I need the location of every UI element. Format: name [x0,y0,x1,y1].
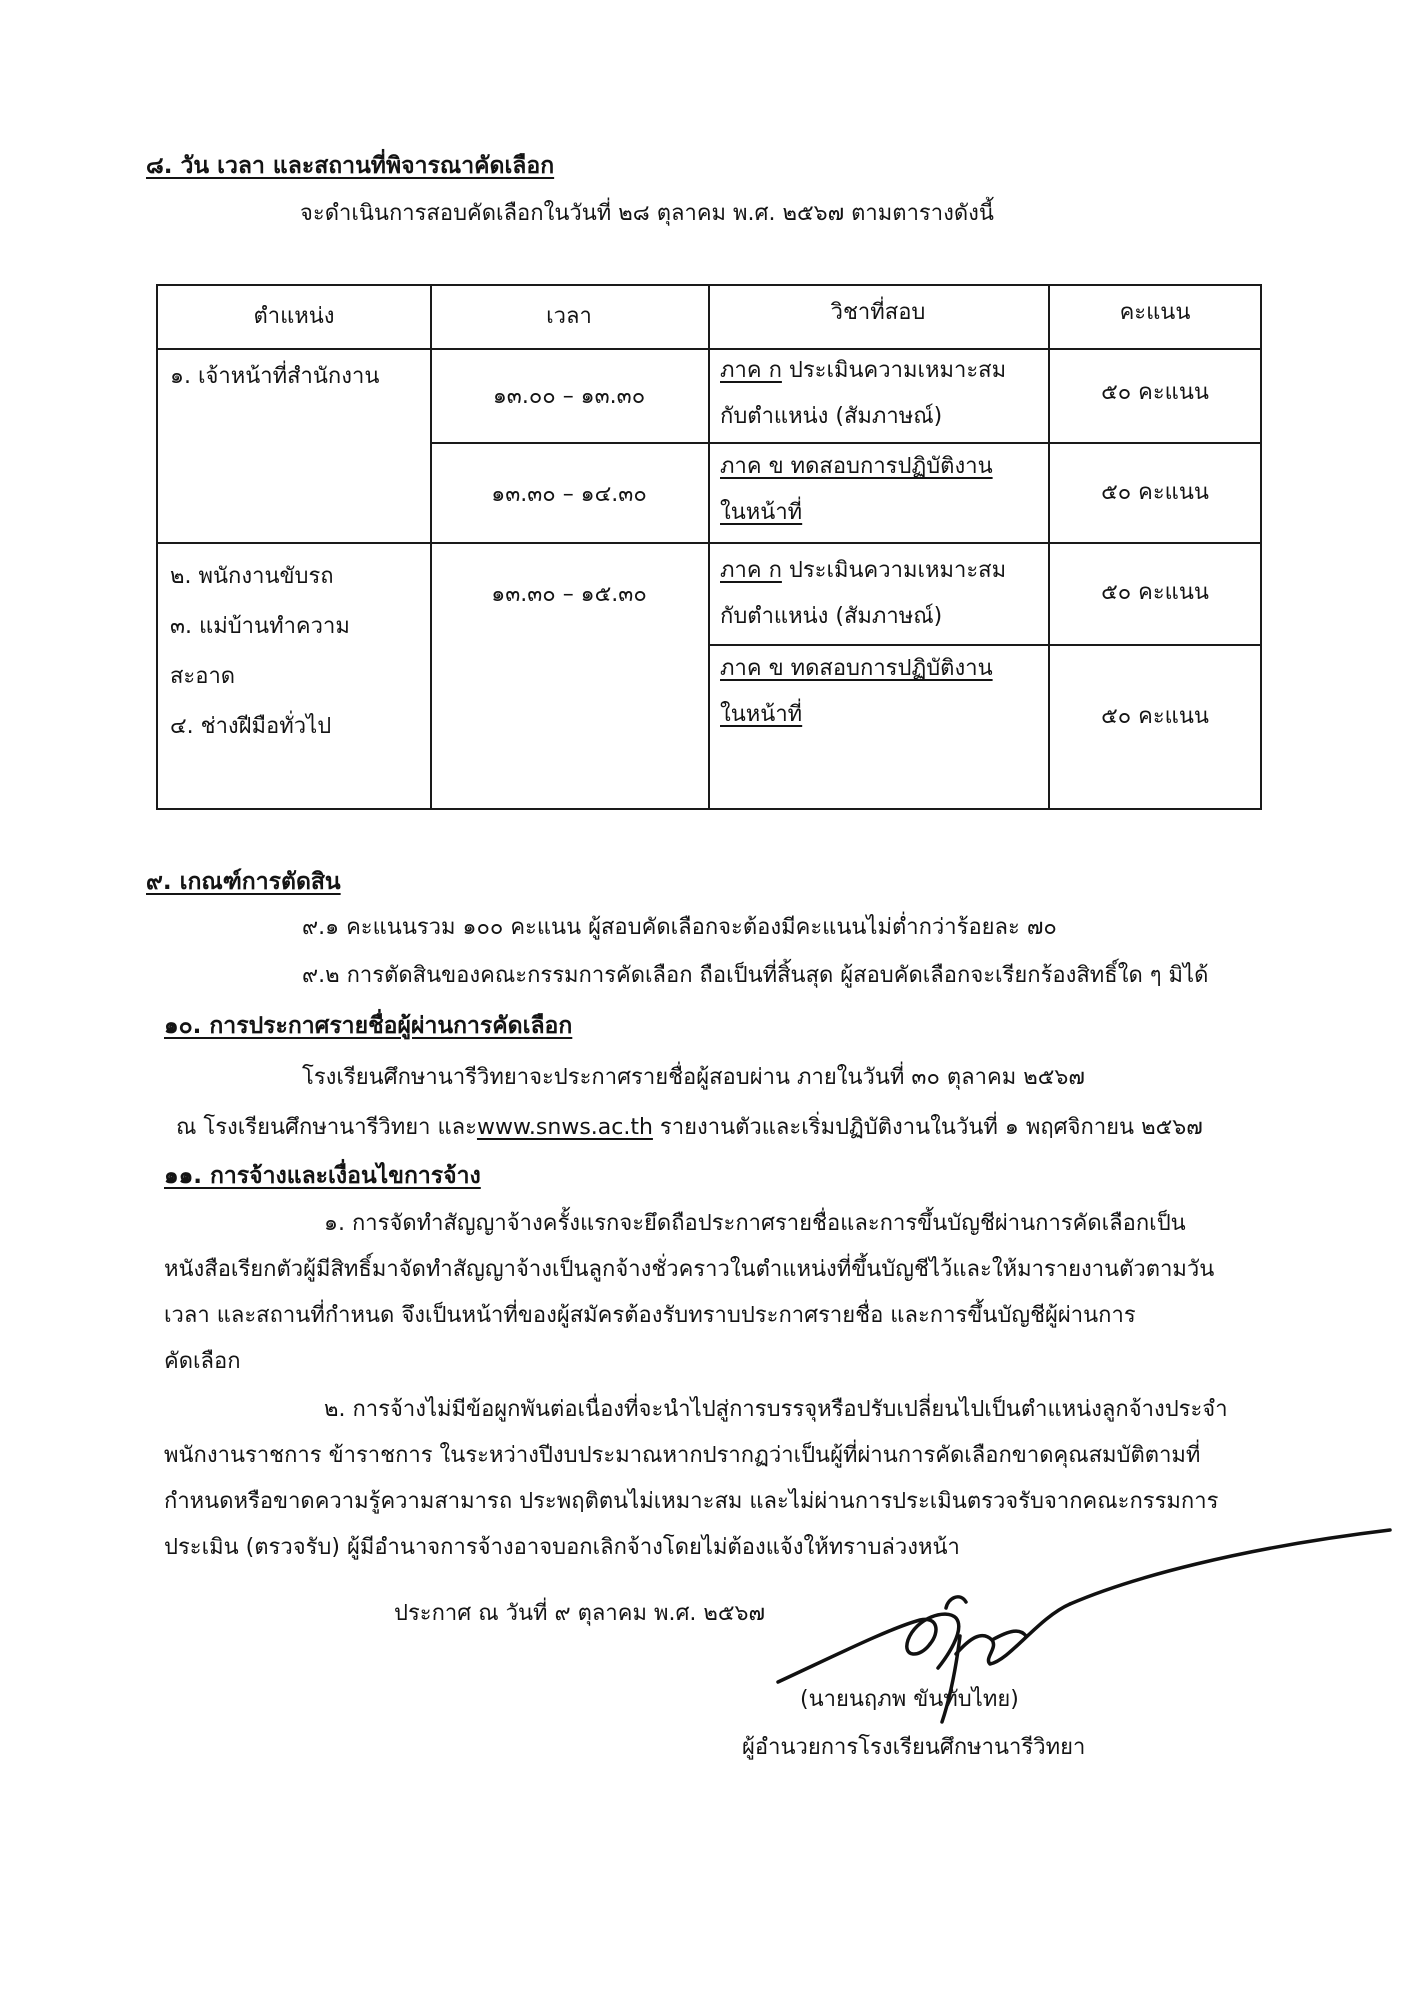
schedule-table [156,284,1262,810]
score: ๕๐ คะแนน [1101,380,1209,405]
position-office-staff: ๑. เจ้าหน้าที่สำนักงาน [170,364,380,389]
section11-heading: ๑๑. การจ้างและเงื่อนไขการจ้าง [164,1163,481,1189]
section8-heading: ๘. วัน เวลา และสถานที่พิจารณาคัดเลือก [146,153,555,179]
exam-part-b-line2: ในหน้าที่ [720,500,803,525]
criteria-item: ๙.๒ การตัดสินของคณะกรรมการคัดเลือก ถือเป็นที่สิ้นสุด ผู้สอบคัดเลือกจะเรียกร้องสิทธิ์ใด ๆ มิได้ [302,963,1209,988]
position-housekeeper-cont: สะอาด [170,664,236,689]
time-slot: ๑๓.๓๐ – ๑๔.๓๐ [491,482,647,507]
announce-text: รายงานตัวและเริ่มปฏิบัติงานในวันที่ ๑ พฤศจิกายน ๒๕๖๗ [652,1115,1203,1140]
section9-heading: ๙. เกณฑ์การตัดสิน [146,869,341,895]
announce-text: ณ โรงเรียนศึกษานารีวิทยา และ [176,1115,477,1140]
table-divider [430,286,432,808]
exam-part-a-line2: กับตำแหน่ง (สัมภาษณ์) [720,604,943,629]
table-divider [158,348,1260,350]
announce-line [176,1114,1203,1142]
score: ๕๐ คะแนน [1101,480,1209,505]
exam-part-b-line2: ในหน้าที่ [720,702,803,727]
exam-part-a-line2: กับตำแหน่ง (สัมภาษณ์) [720,404,943,429]
score: ๕๐ คะแนน [1101,704,1209,729]
exam-part-b: ภาค ข ทดสอบการปฏิบัติงาน [720,656,993,681]
signer-name: (นายนฤภพ ขันทับไทย) [800,1687,1019,1712]
signer-title: ผู้อำนวยการโรงเรียนศึกษานารีวิทยา [742,1735,1086,1760]
website-link[interactable]: www.snws.ac.th [476,1115,653,1140]
paragraph-line: เวลา และสถานที่กำหนด จึงเป็นหน้าที่ของผู้สมัครต้องรับทราบประกาศรายชื่อ และการขึ้นบัญชีผู้ผ่านการ [164,1303,1136,1328]
table-divider [430,442,1260,444]
exam-part-label: ภาค ก [720,358,782,383]
header-time: เวลา [546,304,592,329]
criteria-item: ๙.๑ คะแนนรวม ๑๐๐ คะแนน ผู้สอบคัดเลือกจะต้องมีคะแนนไม่ต่ำกว่าร้อยละ ๗๐ [302,915,1057,940]
paragraph-line: ๒. การจ้างไม่มีข้อผูกพันต่อเนื่องที่จะนำไปสู่การบรรจุหรือปรับเปลี่ยนไปเป็นตำแหน่งลูกจ้างประจำ [324,1397,1228,1422]
header-subject: วิชาที่สอบ [830,300,926,325]
header-position: ตำแหน่ง [253,304,335,329]
paragraph-line: คัดเลือก [164,1349,241,1374]
paragraph-line: พนักงานราชการ ข้าราชการ ในระหว่างปีงบประมาณหากปรากฏว่าเป็นผู้ที่ผ่านการคัดเลือกขาดคุณสมบัติตามที่ [164,1443,1201,1468]
table-divider [158,542,1260,544]
exam-part-a [720,352,1006,389]
exam-part-desc: ประเมินความเหมาะสม [781,558,1007,583]
table-divider [708,644,1260,646]
exam-part-label: ภาค ก [720,558,782,583]
position-technician: ๔. ช่างฝีมือทั่วไป [170,714,332,739]
announce-date: ประกาศ ณ วันที่ ๙ ตุลาคม พ.ศ. ๒๕๖๗ [394,1601,766,1626]
section8-intro: จะดำเนินการสอบคัดเลือกในวันที่ ๒๘ ตุลาคม พ.ศ. ๒๕๖๗ ตามตารางดังนี้ [300,201,994,226]
exam-part-a [720,552,1006,589]
time-slot: ๑๓.๐๐ – ๑๓.๓๐ [492,384,646,409]
paragraph-line: กำหนดหรือขาดความรู้ความสามารถ ประพฤติตนไม่เหมาะสม และไม่ผ่านการประเมินตรวจรับจากคณะกรรมการ [164,1489,1219,1514]
header-score: คะแนน [1119,300,1191,325]
position-housekeeper: ๓. แม่บ้านทำความ [170,614,350,639]
score: ๕๐ คะแนน [1101,580,1209,605]
time-slot: ๑๓.๓๐ – ๑๕.๓๐ [491,582,647,607]
exam-part-b: ภาค ข ทดสอบการปฏิบัติงาน [720,454,993,479]
paragraph-line: ๑. การจัดทำสัญญาจ้างครั้งแรกจะยึดถือประกาศรายชื่อและการขึ้นบัญชีผ่านการคัดเลือกเป็น [324,1211,1186,1236]
paragraph-line: ประเมิน (ตรวจรับ) ผู้มีอำนาจการจ้างอาจบอกเลิกจ้างโดยไม่ต้องแจ้งให้ทราบล่วงหน้า [164,1535,960,1560]
announce-line: โรงเรียนศึกษานารีวิทยาจะประกาศรายชื่อผู้สอบผ่าน ภายในวันที่ ๓๐ ตุลาคม ๒๕๖๗ [302,1065,1085,1090]
table-divider [708,286,710,808]
position-driver: ๒. พนักงานขับรถ [170,564,334,589]
paragraph-line: หนังสือเรียกตัวผู้มีสิทธิ์มาจัดทำสัญญาจ้างเป็นลูกจ้างชั่วคราวในตำแหน่งที่ขึ้นบัญชีไว้และให้มารายงานตัวตามวัน [164,1257,1215,1282]
exam-part-desc: ประเมินความเหมาะสม [781,358,1007,383]
section10-heading: ๑๐. การประกาศรายชื่อผู้ผ่านการคัดเลือก [164,1013,573,1039]
